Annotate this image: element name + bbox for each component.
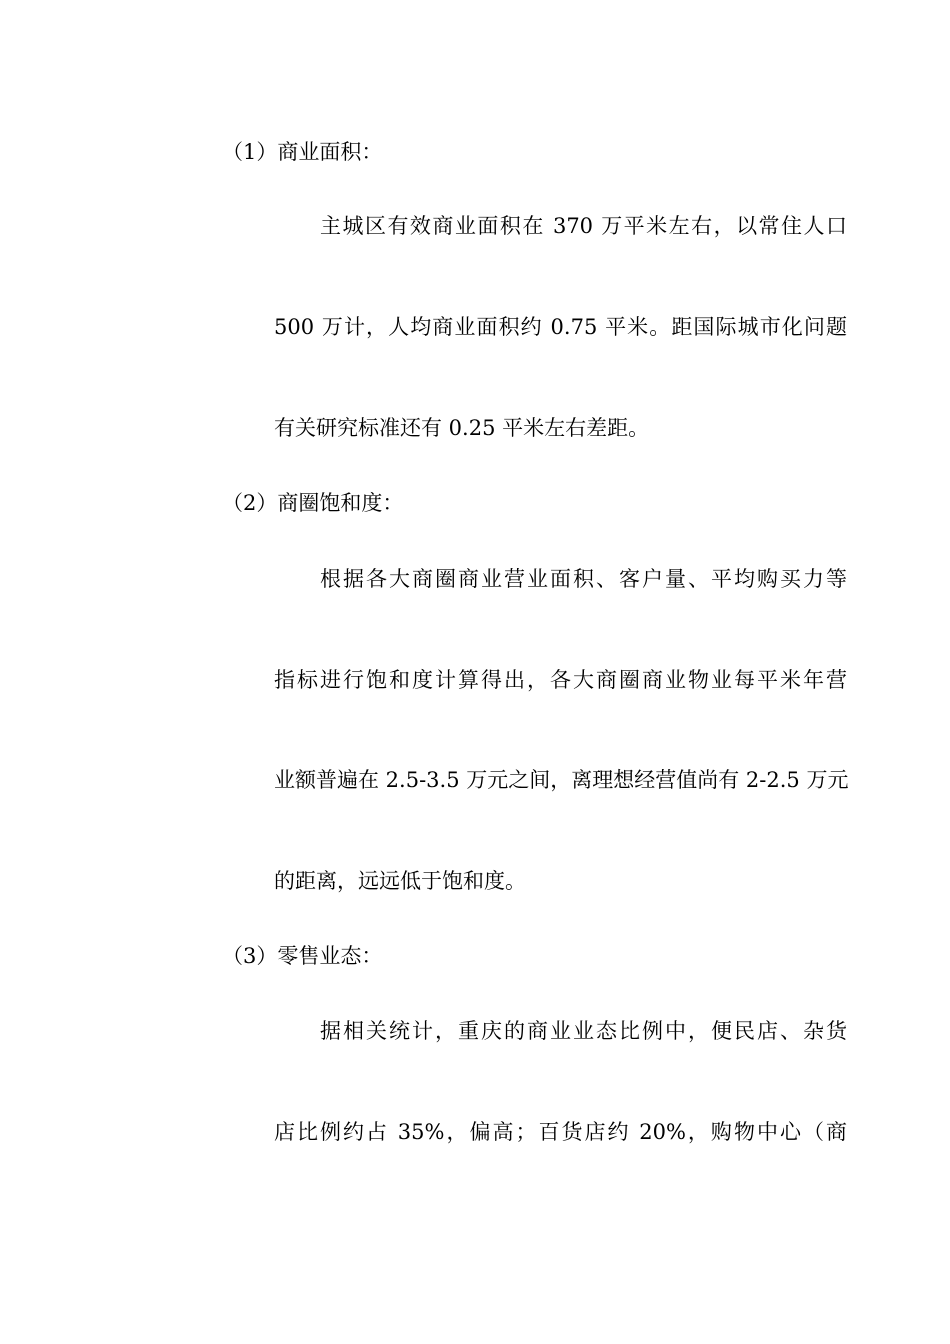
section-heading-commercial-area: （1）商业面积： [222,140,383,164]
paragraph-line: 有关研究标准还有 0.25 平米左右差距。 [274,416,650,440]
paragraph-line: 的距离，远远低于饱和度。 [274,869,526,893]
paragraph-line: 主城区有效商业面积在 370 万平米左右，以常住人口 [320,214,847,238]
paragraph-line: 指标进行饱和度计算得出，各大商圈商业物业每平米年营 [274,668,847,692]
paragraph-line: 据相关统计，重庆的商业业态比例中，便民店、杂货 [320,1019,847,1043]
paragraph-line: 店比例约占 35%，偏高；百货店约 20%，购物中心（商 [274,1120,847,1144]
paragraph-line: 业额普遍在 2.5-3.5 万元之间，离理想经营值尚有 2-2.5 万元 [274,768,849,792]
paragraph-line: 500 万计，人均商业面积约 0.75 平米。距国际城市化问题 [274,315,847,339]
section-heading-saturation: （2）商圈饱和度： [222,491,404,515]
section-heading-retail-formats: （3）零售业态： [222,944,383,968]
paragraph-line: 根据各大商圈商业营业面积、客户量、平均购买力等 [320,567,847,591]
